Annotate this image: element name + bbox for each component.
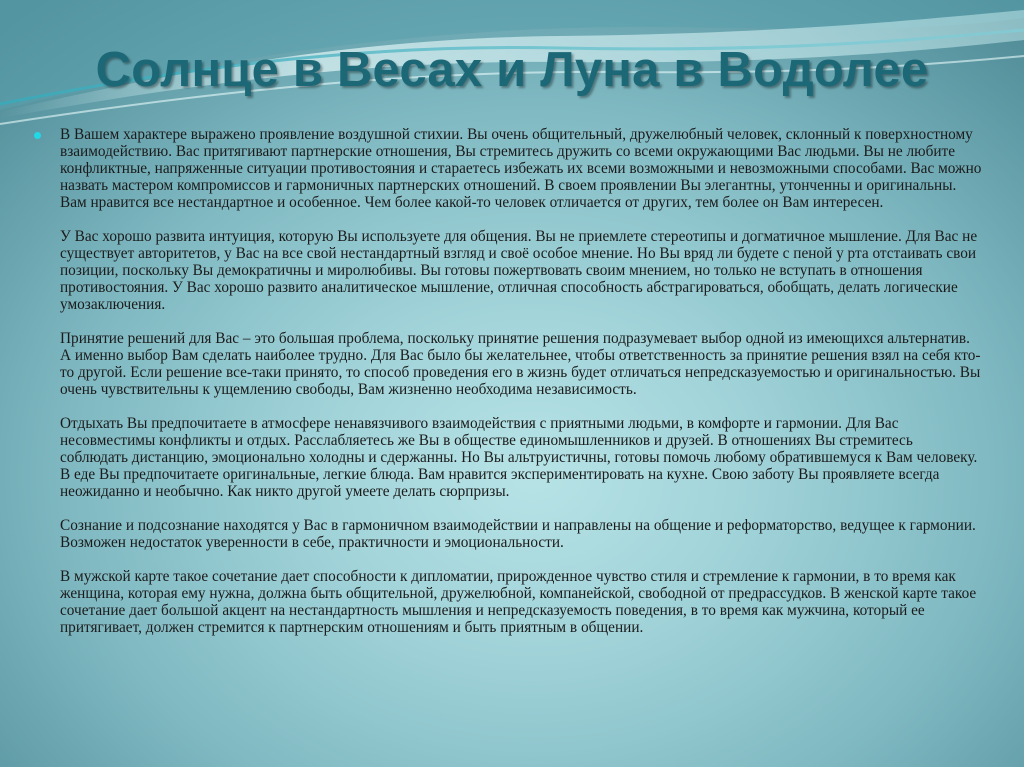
bullet-icon (34, 132, 41, 139)
paragraph-1: В Вашем характере выражено проявление воздушной стихии. Вы очень общительный, дружелюбный человек, склонный к поверхностному взаимодействию. Вас притягивают партнерские отношения, Вы стремитесь дружить со всеми окружающими Вас людьми. Вы не любите конфликтные, напряженные ситуации противостояния и стараетесь избежать их всеми возможными и невозможными способами. Вас можно назвать мастером компромиссов и гармоничных партнерских отношений. В своем проявлении Вы элегантны, утонченны и оригинальны. Вам нравится все нестандартное и особенное. Чем более какой-то человек отличается от других, тем более он Вам интересен. (60, 126, 982, 211)
paragraph-6: В мужской карте такое сочетание дает способности к дипломатии, прирожденное чувство стиля и стремление к гармонии, в то время как женщина, которая ему нужна, должна быть общительной, дружелюбной, компанейской, свободной от предрассудков. В женской карте такое сочетание дает большой акцент на нестандартность мышления и непредсказуемость поведения, в то время как мужчина, который ее притягивает, должен стремится к партнерским отношениям и быть приятным в общении. (60, 568, 977, 636)
paragraph-4: Отдыхать Вы предпочитаете в атмосфере ненавязчивого взаимодействия с приятными людьми, в комфорте и гармонии. Для Вас несовместимы конфликты и отдых. Расслабляетесь же Вы в обществе единомышленников и друзей. В отношениях Вы стремитесь соблюдать дистанцию, эмоционально холодны и сдержанны. Но Вы альтруистичны, готовы помочь любому обратившемуся к Вам человеку. В еде Вы предпочитаете оригинальные, легкие блюда. Вам нравится экспериментировать на кухне. Свою заботу Вы проявляете всегда неожиданно и необычно. Как никто другой умеете делать сюрпризы. (60, 415, 978, 500)
slide-title: Солнце в Весах и Луна в Водолее (95, 43, 929, 97)
paragraph-5: Сознание и подсознание находятся у Вас в гармоничном взаимодействии и направлены на общение и реформаторство, ведущее к гармонии. Возможен недостаток уверенности в себе, практичности и эмоциональности. (60, 517, 976, 551)
slide-body (34, 126, 984, 653)
paragraph-2: У Вас хорошо развита интуиция, которую Вы используете для общения. Вы не приемлете стереотипы и догматичное мышление. Для Вас не существует авторитетов, у Вас на все свой нестандартный взгляд и своё особое мнение. Но Вы вряд ли будете с пеной у рта отстаивать свои позиции, поскольку Вы демократичны и миролюбивы. Вы готовы пожертвовать своим мнением, но только не вступать в отношения противостояния. У Вас хорошо развито аналитическое мышление, отличная способность абстрагироваться, обобщать, делать логические умозаключения. (60, 228, 978, 313)
paragraph-3: Принятие решений для Вас – это большая проблема, поскольку принятие решения подразумевает выбор одной из имеющихся альтернатив. А именно выбор Вам сделать наиболее трудно. Для Вас было бы желательнее, чтобы ответственность за принятие решения взял на себя кто-то другой. Если решение все-таки принято, то способ проведения его в жизнь будет отличаться непредсказуемостью и оригинальностью. Вы очень чувствительны к ущемлению свободы, Вам жизненно необходима независимость. (60, 330, 981, 398)
